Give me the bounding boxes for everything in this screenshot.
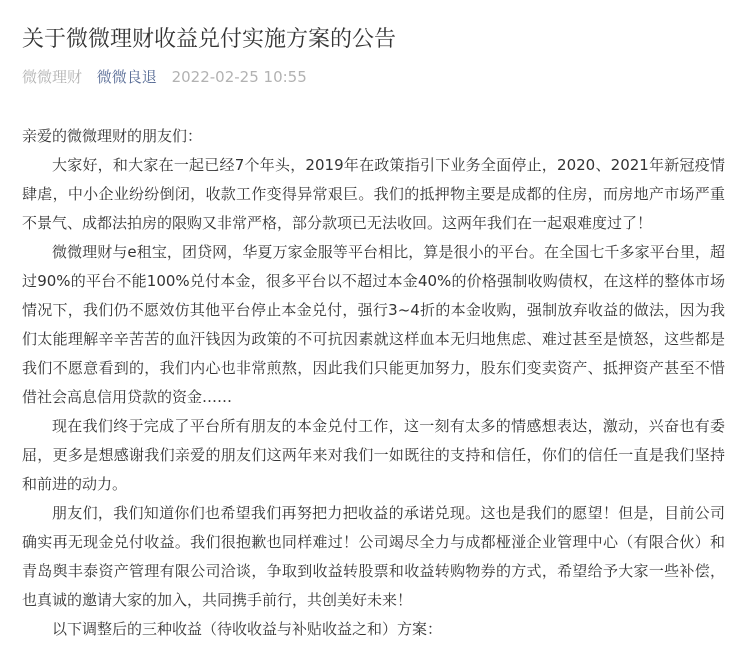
article-title: 关于微微理财收益兑付实施方案的公告 xyxy=(22,27,397,52)
body-paragraph-3: 现在我们终于完成了平台所有朋友的本金兑付工作，这一刻有太多的情感想表达，激动，兴奋也有委屈，更多是想感谢我们亲爱的朋友们这两年来对我们一如既往的支持和信任，你们的信任一直是我们坚持和前进的动力。 xyxy=(22,417,725,493)
article-meta xyxy=(22,66,725,88)
account-name-link[interactable]: 微微良退 xyxy=(96,68,157,86)
body-paragraph-5: 以下调整后的三种收益（待收收益与补贴收益之和）方案： xyxy=(52,620,443,638)
publish-time: 2022-02-25 10:55 xyxy=(171,68,307,86)
greeting: 亲爱的微微理财的朋友们： xyxy=(22,127,203,145)
body-paragraph-4: 朋友们，我们知道你们也希望我们再努把力把收益的承诺兑现。这也是我们的愿望！但是，目前公司确实再无现金兑付收益。我们很抱歉也同样难过！公司竭尽全力与成都桠湴企业管理中心（有限合伙）和青岛舆丰泰资产管理有限公司洽谈，争取到收益转股票和收益转购物券的方式，希望给予大家一些补偿，也真诚的邀请大家的加入，共同携手前行，共创美好未来！ xyxy=(22,504,725,609)
body-paragraph-1: 大家好，和大家在一起已经7个年头，2019年在政策指引下业务全面停止，2020、2021年新冠疫情肆虐，中小企业纷纷倒闭，收款工作变得异常艰巨。我们的抵押物主要是成都的住房，而房地产市场严重不景气、成都法拍房的限购又非常严格，部分款项已无法收回。这两年我们在一起艰难度过了！ xyxy=(22,156,725,232)
article-author: 微微理财 xyxy=(22,68,83,86)
body-paragraph-2: 微微理财与e租宝，团贷网，华夏万家金服等平台相比，算是很小的平台。在全国七千多家平台里，超过90%的平台不能100%兑付本金，很多平台以不超过本金40%的价格强制收购债权，在这样的整体市场情况下，我们仍不愿效仿其他平台停止本金兑付，强行3~4折的本金收购，强制放弃收益的做法，因为我们太能理解辛辛苦苦的血汗钱因为政策的不可抗因素就这样血本无归地焦虑、难过甚至是愤怒，这些都是我们不愿意看到的，我们内心也非常煎熬，因此我们只能更加努力，股东们变卖资产、抵押资产甚至不惜借社会高息信用贷款的资金…… xyxy=(22,243,725,406)
article-body xyxy=(22,122,725,644)
